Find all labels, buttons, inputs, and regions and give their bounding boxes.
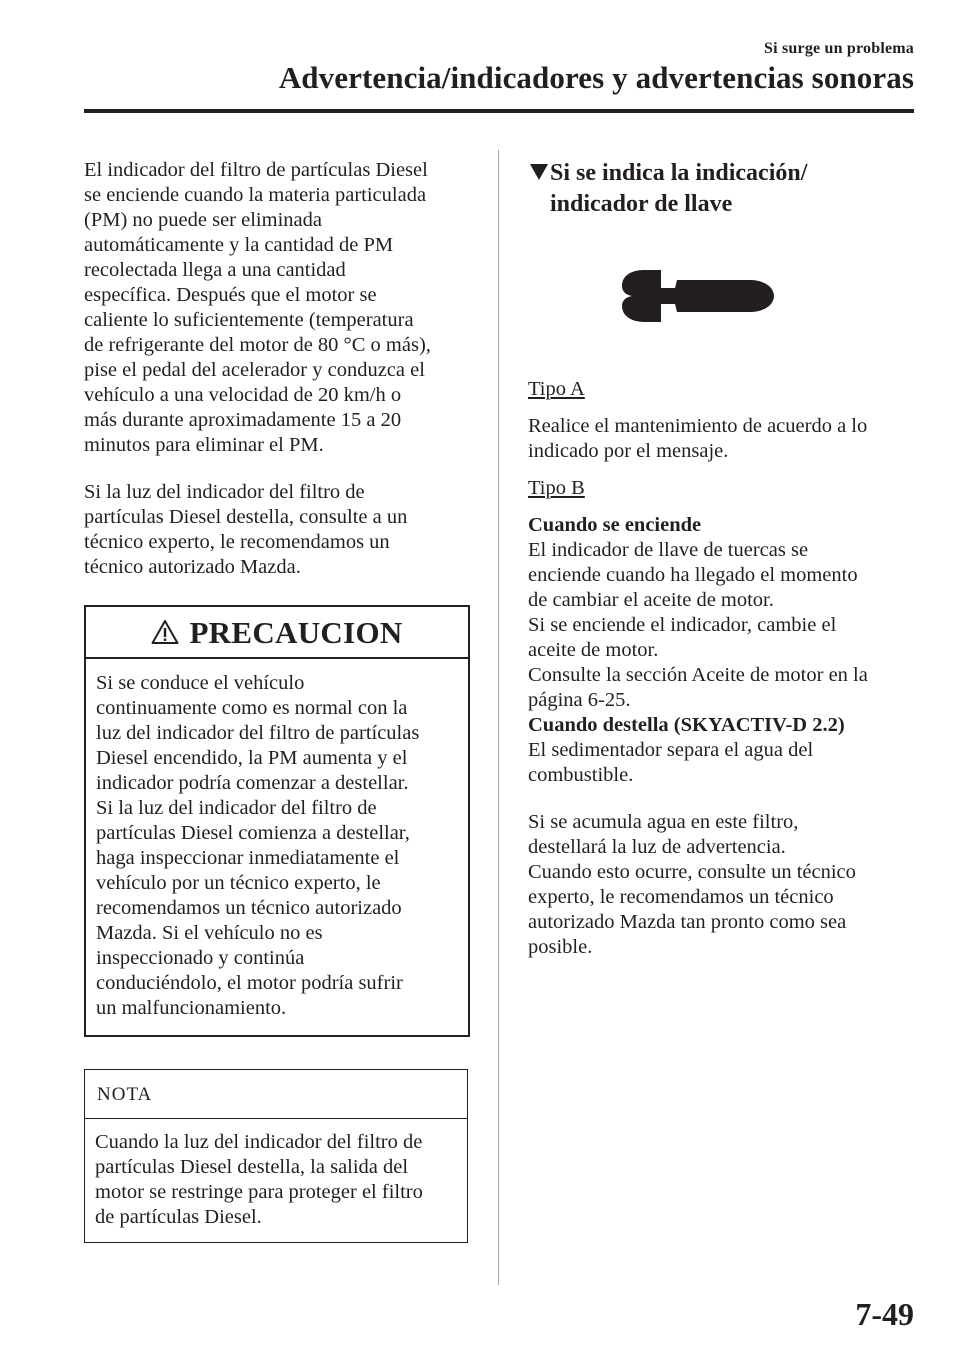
caution-header	[86, 607, 468, 659]
header-rule	[84, 109, 914, 113]
tipo-a-label: Tipo A	[528, 378, 585, 400]
warning-triangle-icon	[151, 619, 179, 645]
tipo-a-text: Realice el mantenimiento de acuerdo a lo indicado por el mensaje.	[528, 415, 868, 462]
flash-text-2: Si se acumula agua en este filtro, destellará la luz de advertencia. Cuando esto ocurre, consulte un técnico experto, le recomendamos un técnico autorizado Mazda tan pronto como sea posible.	[528, 811, 856, 958]
page-number: 7-49	[855, 1296, 914, 1332]
column-divider	[498, 150, 499, 1285]
on-heading: Cuando se enciende	[528, 514, 702, 536]
intro-paragraph: El indicador del filtro de partículas Diesel se enciende cuando la materia particulada (PM) no puede ser eliminada automáticamente y la cantidad de PM recolectada llega a una cantidad específica. Después que el motor se caliente lo suficientemente (temperatura de refrigerante del motor de 80 °C o más), pise el pedal del acelerador y conduzca el vehículo a una velocidad de 20 km/h o más durante aproximadamente 15 a 20 minutos para eliminar el PM.	[84, 159, 431, 456]
left-column	[84, 158, 470, 1243]
flash-heading: Cuando destella (SKYACTIV-D 2.2)	[528, 714, 845, 736]
triangle-bullet-icon	[528, 163, 550, 181]
page-title: Advertencia/indicadores y advertencias sonoras	[278, 60, 914, 95]
right-column	[528, 158, 914, 960]
section-heading	[528, 158, 914, 220]
note-body: Cuando la luz del indicador del filtro de partículas Diesel destella, la salida del motor se restringe para proteger el filtro de partículas Diesel.	[95, 1131, 423, 1228]
section-heading-text: Si se indica la indicación/ indicador de llave	[550, 160, 808, 217]
on-text: El indicador de llave de tuercas se enciende cuando ha llegado el momento de cambiar el aceite de motor. Si se enciende el indicador, cambie el aceite de motor. Consulte la sección Aceite de motor en la página 6-25.	[528, 539, 868, 711]
caution-box	[84, 605, 470, 1037]
tipo-b-label: Tipo B	[528, 477, 585, 499]
wrench-icon	[622, 270, 774, 340]
flash-paragraph: Si la luz del indicador del filtro de partículas Diesel destella, consulte a un técnico experto, le recomendamos un técnico autorizado Mazda.	[84, 481, 408, 578]
caution-body: Si se conduce el vehículo continuamente como es normal con la luz del indicador del filtro de partículas Diesel encendido, la PM aumenta y el indicador podría comenzar a destellar. Si la luz del indicador del filtro de partículas Diesel comienza a destellar, haga inspeccionar inmediatamente el vehículo por un técnico experto, le recomendamos un técnico autorizado Mazda. Si el vehículo no es inspeccionado y continúa conduciéndolo, el motor podría sufrir un malfuncionamiento.	[96, 672, 420, 1019]
note-header: NOTA	[85, 1070, 467, 1119]
header-section: Si surge un problema	[764, 40, 914, 57]
note-box	[84, 1069, 468, 1243]
flash-text: El sedimentador separa el agua del combustible.	[528, 739, 814, 786]
caution-title: PRECAUCION	[189, 614, 403, 650]
